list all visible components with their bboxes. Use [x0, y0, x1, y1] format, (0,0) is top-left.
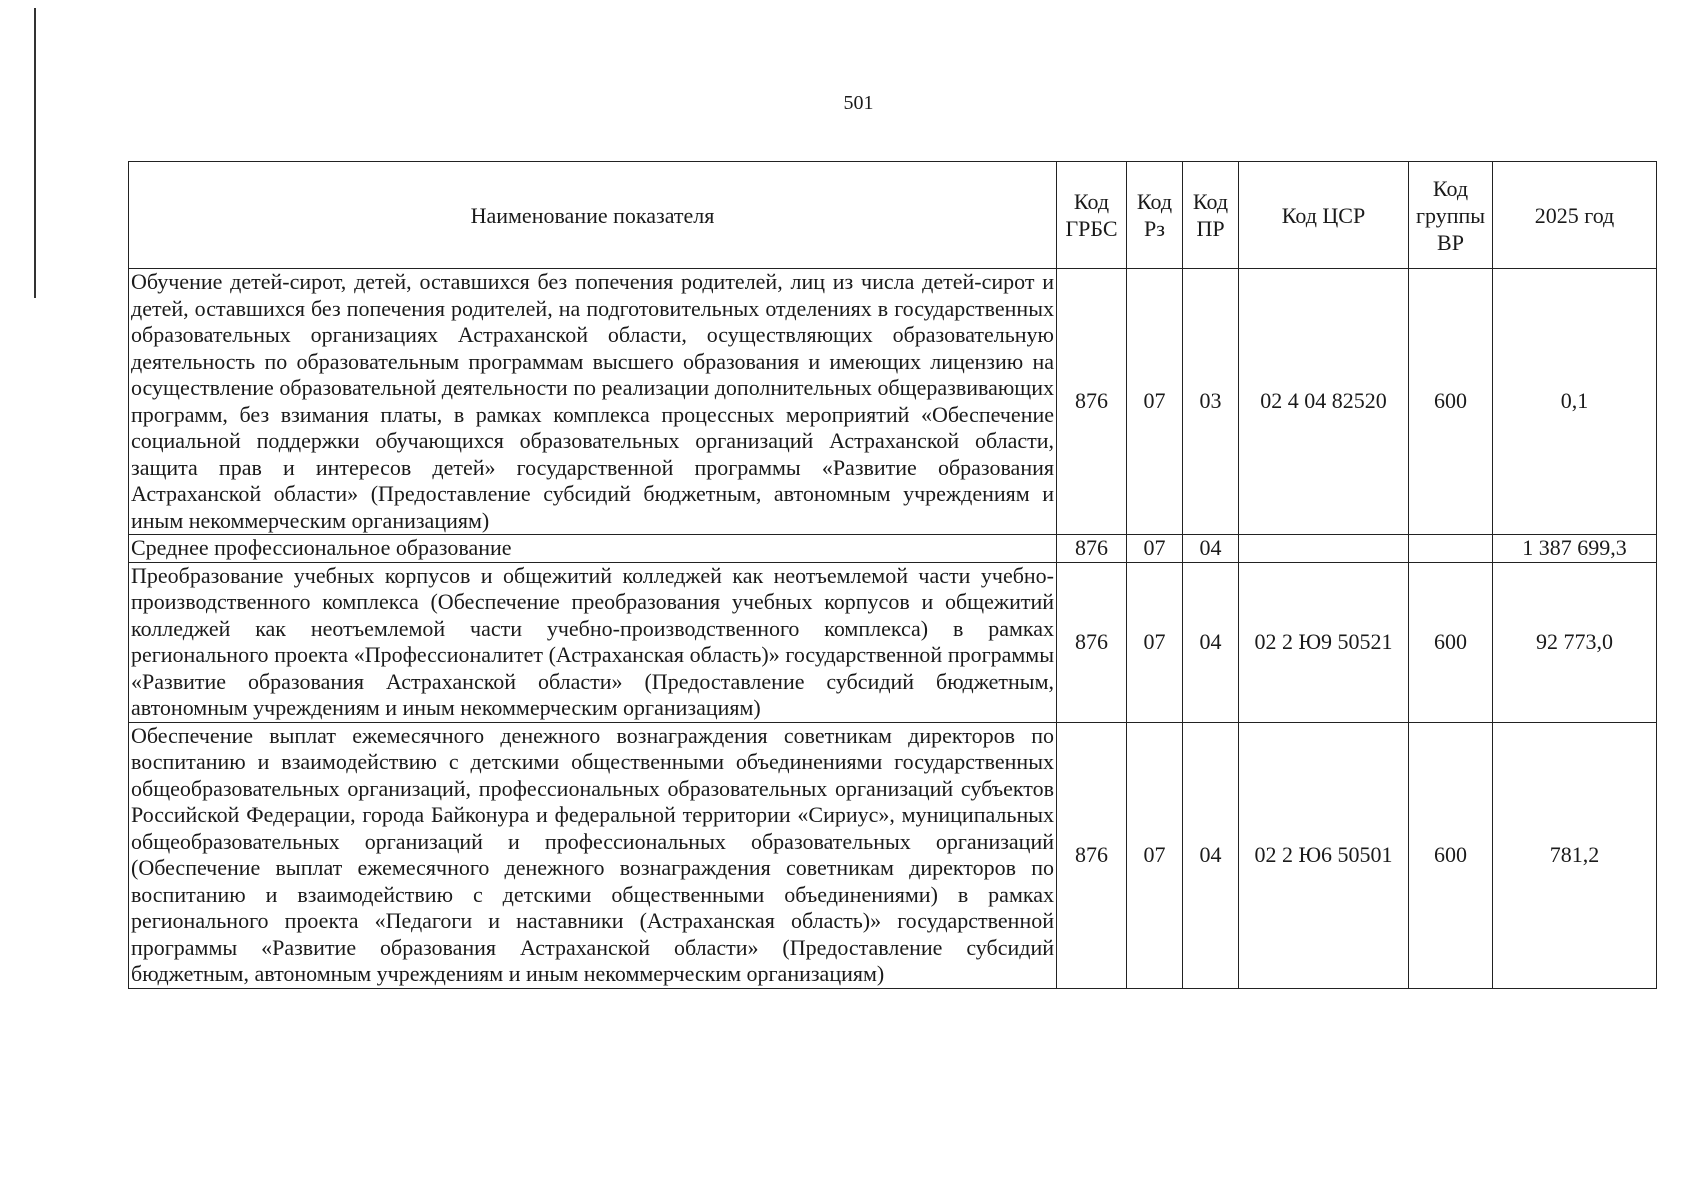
header-rz: Код Рз: [1127, 162, 1183, 269]
row-vr: 600: [1409, 722, 1493, 988]
table-row: [129, 535, 1657, 563]
row-grbs: 876: [1057, 535, 1127, 563]
table-row: [129, 562, 1657, 722]
row-vr: 600: [1409, 562, 1493, 722]
row-name: Среднее профессиональное образование: [129, 535, 1057, 563]
row-amount: 92 773,0: [1493, 562, 1657, 722]
row-pr: 03: [1183, 269, 1239, 535]
header-vr: Код группы ВР: [1409, 162, 1493, 269]
row-name: Преобразование учебных корпусов и общежитий колледжей как неотъемлемой части учебно-производственного комплекса (Обеспечение преобразования учебных корпусов и общежитий колледжей как неотъемлемой части учебно-производственного комплекса) в рамках регионального проекта «Профессионалитет (Астраханская область)» государственной программы «Развитие образования Астраханской области» (Предоставление субсидий бюджетным, автономным учреждениям и иным некоммерческим организациям): [129, 562, 1057, 722]
row-vr: 600: [1409, 269, 1493, 535]
row-amount: 0,1: [1493, 269, 1657, 535]
row-rz: 07: [1127, 535, 1183, 563]
page-number: 501: [843, 92, 874, 114]
row-name: Обеспечение выплат ежемесячного денежного вознаграждения советникам директоров по воспитанию и взаимодействию с детскими общественными объединениями государственных общеобразовательных организаций, профессиональных образовательных организаций субъектов Российской Федерации, города Байконура и федеральной территории «Сириус», муниципальных общеобразовательных организаций и профессиональных образовательных организаций (Обеспечение выплат ежемесячного денежного вознаграждения советникам директоров по воспитанию и взаимодействию с детскими общественными объединениями) в рамках регионального проекта «Педагоги и наставники (Астраханская область)» государственной программы «Развитие образования Астраханской области» (Предоставление субсидий бюджетным, автономным учреждениям и иным некоммерческим организациям): [129, 722, 1057, 988]
row-csr: 02 4 04 82520: [1239, 269, 1409, 535]
row-pr: 04: [1183, 562, 1239, 722]
row-grbs: 876: [1057, 722, 1127, 988]
header-year: 2025 год: [1493, 162, 1657, 269]
row-csr: [1239, 535, 1409, 563]
budget-table: [128, 161, 1657, 989]
row-pr: 04: [1183, 535, 1239, 563]
scan-edge-line: [34, 8, 36, 298]
row-rz: 07: [1127, 722, 1183, 988]
row-rz: 07: [1127, 562, 1183, 722]
row-grbs: 876: [1057, 562, 1127, 722]
header-name: Наименование показателя: [129, 162, 1057, 269]
table-header-row: [129, 162, 1657, 269]
row-amount: 1 387 699,3: [1493, 535, 1657, 563]
row-vr: [1409, 535, 1493, 563]
row-csr: 02 2 Ю6 50501: [1239, 722, 1409, 988]
row-rz: 07: [1127, 269, 1183, 535]
row-amount: 781,2: [1493, 722, 1657, 988]
table-row: [129, 722, 1657, 988]
header-csr: Код ЦСР: [1239, 162, 1409, 269]
header-pr: Код ПР: [1183, 162, 1239, 269]
row-name: Обучение детей-сирот, детей, оставшихся без попечения родителей, лиц из числа детей-сирот и детей, оставшихся без попечения родителей, на подготовительных отделениях в государственных образовательных организациях Астраханской области, осуществляющих образовательную деятельность по образовательным программам высшего образования и имеющих лицензию на осуществление образовательной деятельности по реализации дополнительных общеразвивающих программ, без взимания платы, в рамках комплекса процессных мероприятий «Обеспечение социальной поддержки обучающихся образовательных организаций Астраханской области, защита прав и интересов детей» государственной программы «Развитие образования Астраханской области» (Предоставление субсидий бюджетным, автономным учреждениям и иным некоммерческим организациям): [129, 269, 1057, 535]
row-pr: 04: [1183, 722, 1239, 988]
table-row: [129, 269, 1657, 535]
row-csr: 02 2 Ю9 50521: [1239, 562, 1409, 722]
header-grbs: Код ГРБС: [1057, 162, 1127, 269]
row-grbs: 876: [1057, 269, 1127, 535]
